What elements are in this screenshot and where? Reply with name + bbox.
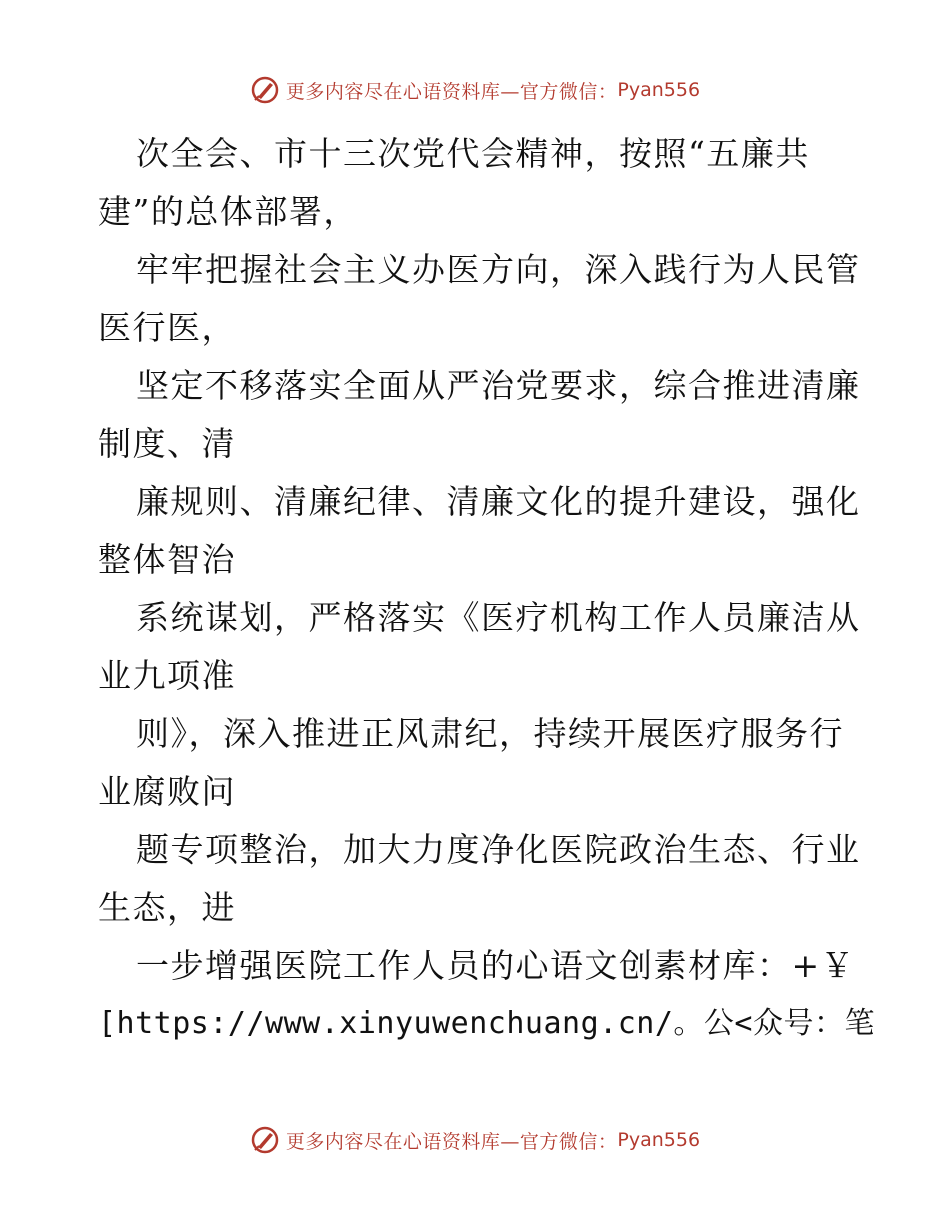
body-line: 医行医， [98,308,236,347]
body-line: 制度、清 [98,424,236,463]
footer-banner [0,1120,950,1160]
body-line: 业九项准 [98,656,236,695]
body-line: 生态，进 [98,888,236,927]
body-line: 整体智治 [98,540,236,579]
body-line: 则》，深入推进正风肃纪，持续开展医疗服务行 [136,714,844,753]
quill-pen-logo-icon [250,75,280,105]
body-line: 牢牢把握社会主义办医方向，深入践行为人民管 [136,250,861,289]
header-banner-text: 更多内容尽在心语资料库—官方微信： [285,80,618,103]
header-banner [0,70,950,110]
body-line: 建”的总体部署， [98,192,358,231]
body-line: 坚定不移落实全面从严治党要求，综合推进清廉 [136,366,861,405]
body-line-url: [https://www.xinyuwenchuang.cn/。公<众号：笔 [98,1006,875,1041]
document-body [98,125,875,1053]
footer-banner-wechat-id: Pyan556 [617,1129,701,1151]
body-line: 廉规则、清廉纪律、清廉文化的提升建设，强化 [136,482,861,521]
header-banner-wechat-id: Pyan556 [617,79,701,101]
body-line: 次全会、市十三次党代会精神，按照“五廉共 [136,134,810,173]
body-line: 题专项整治，加大力度净化医院政治生态、行业 [136,830,861,869]
body-line: 系统谋划，严格落实《医疗机构工作人员廉洁从 [136,598,861,637]
quill-pen-logo-icon [250,1125,280,1155]
body-line: 一步增强医院工作人员的心语文创素材库：+￥ [136,946,856,985]
body-line: 业腐败问 [98,772,236,811]
footer-banner-text: 更多内容尽在心语资料库—官方微信： [285,1130,618,1153]
